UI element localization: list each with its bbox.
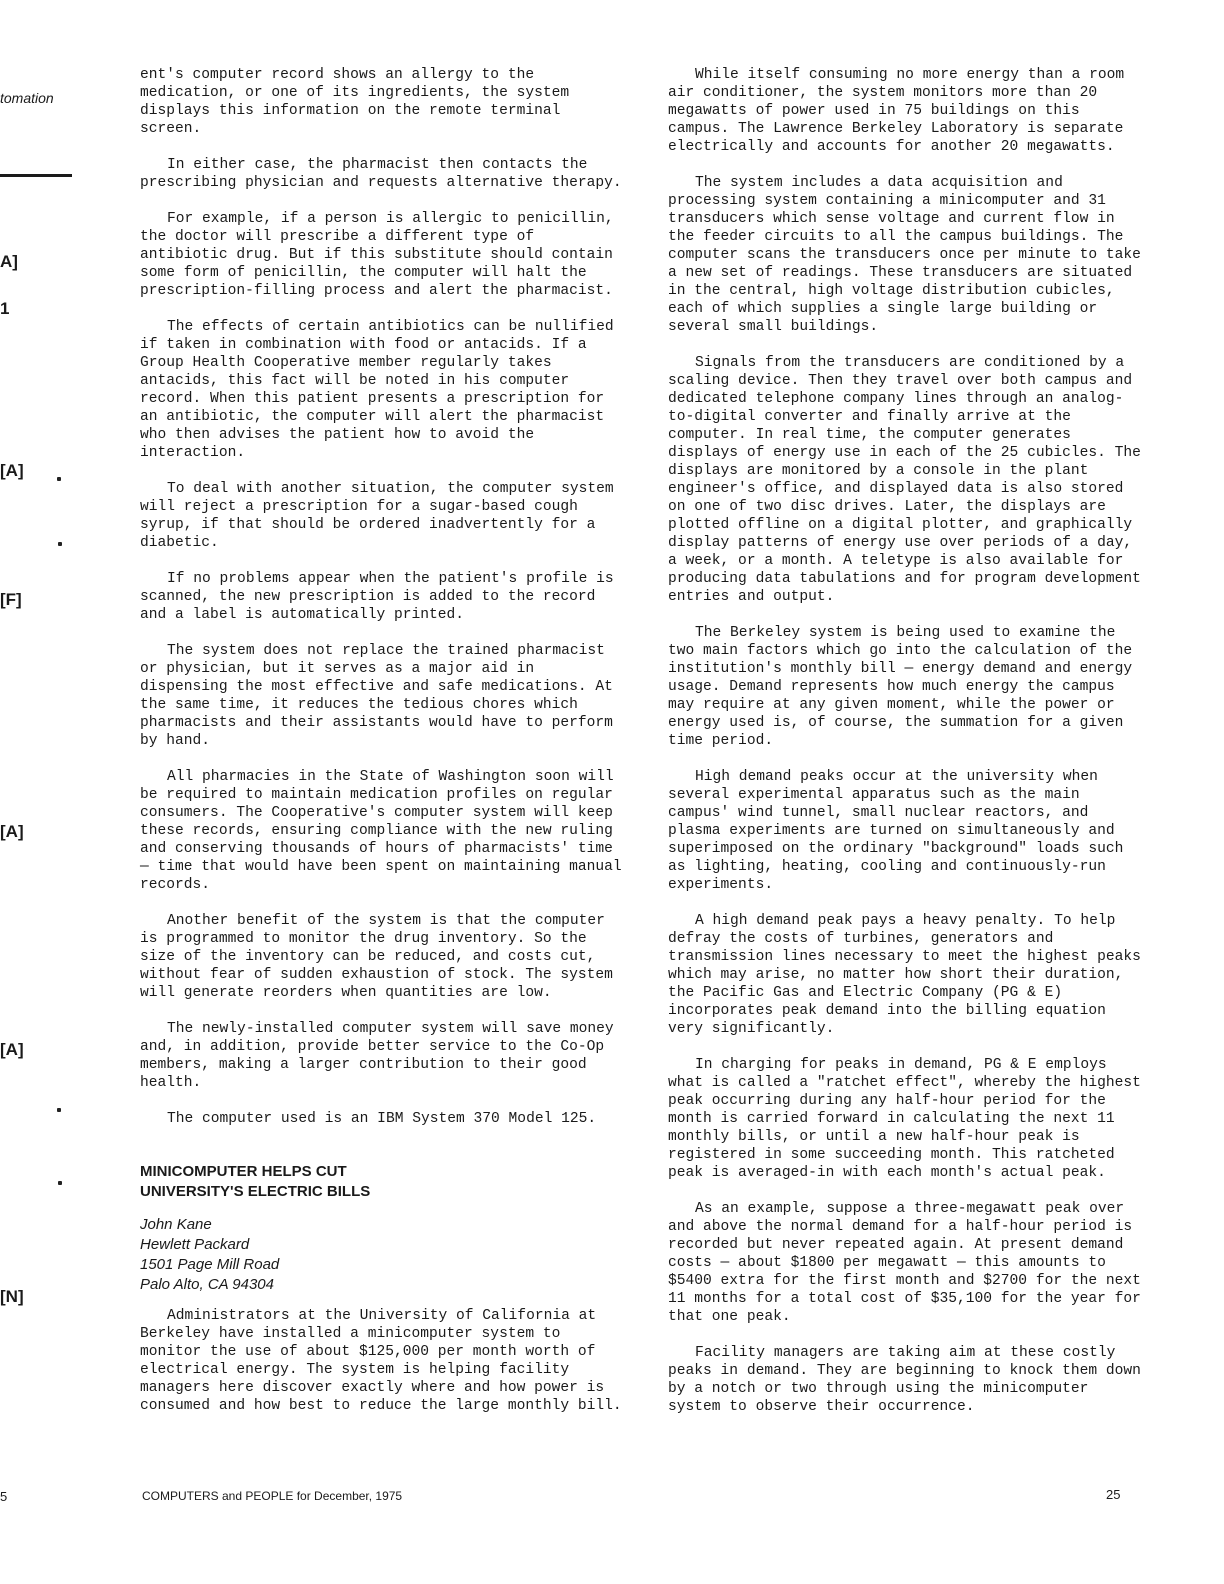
body-paragraph: In either case, the pharmacist then contacts the prescribing physician and requests alternative therapy. <box>140 157 622 191</box>
body-paragraph: If no problems appear when the patient's profile is scanned, the new prescription is added to the record and a label is automatically printed. <box>140 571 614 623</box>
body-paragraph: The Berkeley system is being used to examine the two main factors which go into the calculation of the institution's monthly bill — energy demand and energy usage. Demand represents how much energy the campus may require at any given moment, while the power or energy used is, of course, the summation for a given time period. <box>668 625 1133 749</box>
page-number: 25 <box>1106 1487 1121 1502</box>
body-paragraph: All pharmacies in the State of Washington soon will be required to maintain medication profiles on regular consumers. The Cooperative's computer system will keep these records, ensuring compliance with the new ruling and conserving thousands of hours of pharmacists' time — time that would have been spent on maintaining manual records. <box>140 769 622 893</box>
article-intro-paragraph: Administrators at the University of California at Berkeley have installed a minicomputer system to monitor the use of about $125,000 per month worth of electrical energy. The system is helping facility managers here discover exactly where and how power is consumed and how best to reduce the large monthly bill. <box>140 1308 622 1414</box>
body-paragraph: The system includes a data acquisition and processing system containing a minicomputer and 31 transducers which sense voltage and current flow in the feeder circuits to all the campus buildings. The computer scans the transducers once per minute to take a new set of readings. These transducers are situated in the central, high voltage distribution cubicles, each of which supplies a single large building or several small buildings. <box>668 175 1141 335</box>
facing-page-number-fragment: 5 <box>0 1489 8 1504</box>
body-paragraph: As an example, suppose a three-megawatt peak over and above the normal demand for a half-hour period is recorded but never repeated again. At present demand costs — about $1800 per megawatt — this amounts to $5400 extra for the first month and $2700 for the next 11 months for a total cost of $35,100 for the year for that one peak. <box>668 1201 1141 1325</box>
margin-mark: [F] <box>0 590 22 609</box>
margin-speck <box>58 542 62 546</box>
author-city: Palo Alto, CA 94304 <box>140 1276 274 1293</box>
left-column <box>140 66 630 1433</box>
margin-word-fragment: tomation <box>0 90 54 106</box>
margin-rule <box>0 174 72 177</box>
body-paragraph: Signals from the transducers are conditioned by a scaling device. Then they travel over both campus and dedicated telephone company lines through an analog-to-digital converter and finally arrive at the computer. In real time, the computer generates displays of energy use in each of the 25 cubicles. The displays are monitored by a console in the plant engineer's office, and displayed data is also stored on one of two disc drives. Later, the displays are plotted offline on a digital plotter, and graphically display patterns of energy use over periods of a day, a week, or a month. A teletype is also available for producing data tabulations and for program development entries and output. <box>668 355 1141 605</box>
article-heading <box>140 1162 630 1202</box>
body-paragraph: For example, if a person is allergic to penicillin, the doctor will prescribe a different type of antibiotic drug. But if this substitute should contain some form of penicillin, the computer will halt the prescription-filling process and alert the pharmacist. <box>140 211 614 299</box>
margin-mark: A] <box>0 252 18 271</box>
margin-mark: [A] <box>0 1040 24 1059</box>
margin-speck <box>57 1108 61 1112</box>
body-paragraph: A high demand peak pays a heavy penalty. To help defray the costs of turbines, generators and transmission lines necessary to meet the highest peaks which may arise, no matter how short their duration, the Pacific Gas and Electric Company (PG & E) incorporates peak demand into the billing equation very significantly. <box>668 913 1141 1037</box>
body-paragraph: Another benefit of the system is that the computer is programmed to monitor the drug inventory. So the size of the inventory can be reduced, and costs cut, without fear of sudden exhaustion of stock. The system will generate reorders when quantities are low. <box>140 913 613 1001</box>
article-heading-line: MINICOMPUTER HELPS CUT <box>140 1163 347 1180</box>
margin-mark: [N] <box>0 1287 24 1306</box>
body-paragraph: The system does not replace the trained pharmacist or physician, but it serves as a major aid in dispensing the most effective and safe medications. At the same time, it reduces the tedious chores which pharmacists and their assistants would have to perform by hand. <box>140 643 613 749</box>
margin-mark: [A] <box>0 461 24 480</box>
body-paragraph: The computer used is an IBM System 370 Model 125. <box>167 1111 597 1127</box>
body-paragraph: In charging for peaks in demand, PG & E employs what is called a "ratchet effect", whereby the highest peak occurring during any half-hour period for the month is carried forward in calculating the next 11 monthly bills, or until a new half-hour peak is registered in some succeeding month. This ratcheted peak is averaged-in with each month's actual peak. <box>668 1057 1141 1181</box>
body-paragraph: The newly-installed computer system will save money and, in addition, provide better service to the Co-Op members, making a larger contribution to their good health. <box>140 1021 614 1091</box>
body-paragraph: ent's computer record shows an allergy to the medication, or one of its ingredients, the system displays this information on the remote terminal screen. <box>140 67 570 137</box>
margin-mark: 1 <box>0 299 10 318</box>
margin-speck <box>57 477 61 481</box>
body-paragraph: High demand peaks occur at the university when several experimental apparatus such as the main campus' wind tunnel, small nuclear reactors, and plasma experiments are turned on simultaneously and superimposed on the ordinary "background" loads such as lighting, heating, cooling and continuously-run experiments. <box>668 769 1124 893</box>
body-paragraph: To deal with another situation, the computer system will reject a prescription for a sugar-based cough syrup, if that should be ordered inadvertently for a diabetic. <box>140 481 614 551</box>
publication-footer: COMPUTERS and PEOPLE for December, 1975 <box>142 1489 403 1503</box>
author-company: Hewlett Packard <box>140 1236 250 1253</box>
author-byline <box>140 1215 630 1295</box>
author-name: John Kane <box>140 1216 212 1233</box>
margin-speck <box>58 1181 62 1185</box>
body-paragraph: While itself consuming no more energy than a room air conditioner, the system monitors more than 20 megawatts of power used in 75 buildings on this campus. The Lawrence Berkeley Laboratory is separate electrically and accounts for another 20 megawatts. <box>668 67 1125 155</box>
margin-mark: [A] <box>0 822 24 841</box>
article-heading-line: UNIVERSITY'S ELECTRIC BILLS <box>140 1183 371 1200</box>
author-street: 1501 Page Mill Road <box>140 1256 280 1273</box>
body-paragraph: The effects of certain antibiotics can be nullified if taken in combination with food or antacids. If a Group Health Cooperative member regularly takes antacids, this fact will be noted in his computer record. When this patient presents a prescription for an antibiotic, the computer will alert the pharmacist who then advises the patient how to avoid the interaction. <box>140 319 614 461</box>
right-column <box>668 66 1148 1434</box>
body-paragraph: Facility managers are taking aim at these costly peaks in demand. They are beginning to knock them down by a notch or two through using the minicomputer system to observe their occurrence. <box>668 1345 1141 1415</box>
